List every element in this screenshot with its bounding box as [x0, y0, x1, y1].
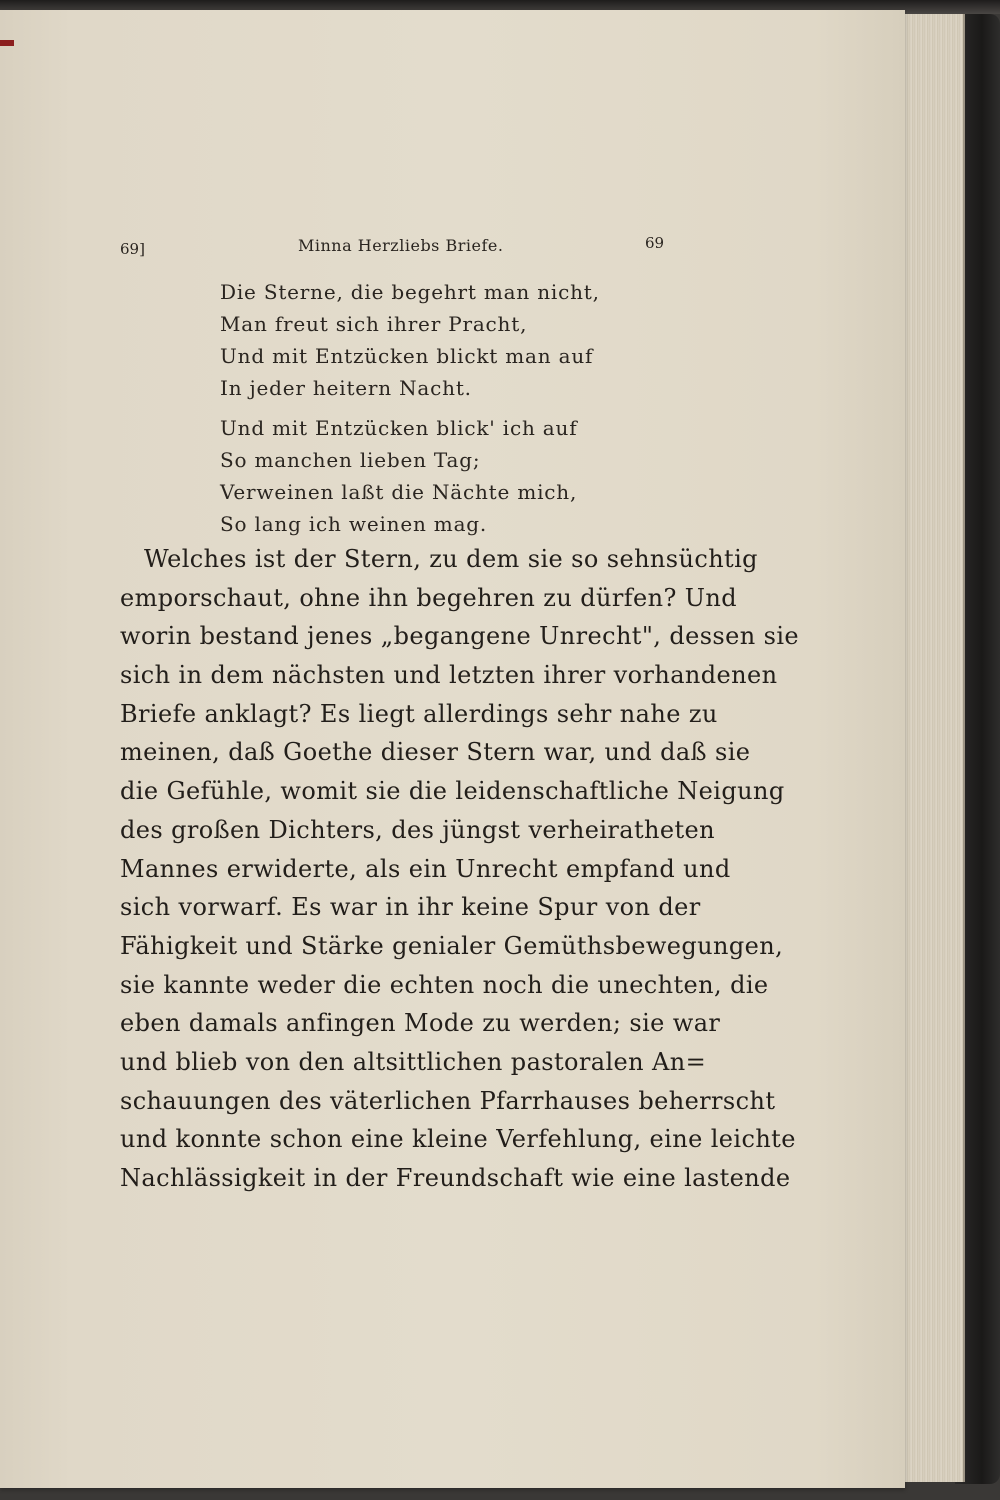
prose-line: emporschaut, ohne ihn begehren zu dürfen? Und	[120, 583, 738, 612]
prose-line: schauungen des väterlichen Pfarrhauses beherrscht	[120, 1086, 776, 1115]
poem-line: Und mit Entzücken blickt man auf	[220, 344, 594, 368]
poem-line: Und mit Entzücken blick' ich auf	[220, 416, 578, 440]
poem-stanza-1	[220, 276, 620, 404]
poem-line: So lang ich weinen mag.	[220, 512, 488, 536]
bookmark-ribbon	[0, 40, 14, 46]
page-stack-edge	[903, 14, 965, 1482]
left-page-reference: 69]	[120, 240, 145, 258]
poem-line: In jeder heitern Nacht.	[220, 376, 472, 400]
prose-line: Fähigkeit und Stärke genialer Gemüthsbewegungen,	[120, 931, 784, 960]
prose-line: und konnte schon eine kleine Verfehlung, eine leichte	[120, 1125, 796, 1154]
prose-line: eben damals anfingen Mode zu werden; sie war	[120, 1009, 721, 1038]
poem-line: Man freut sich ihrer Pracht,	[220, 312, 528, 336]
page-number: 69	[645, 234, 665, 252]
poem-line: So manchen lieben Tag;	[220, 448, 481, 472]
prose-line: meinen, daß Goethe dieser Stern war, und daß sie	[120, 738, 751, 767]
book-page	[0, 10, 905, 1488]
prose-line: die Gefühle, womit sie die leidenschaftliche Neigung	[120, 777, 785, 806]
prose-line: sich in dem nächsten und letzten ihrer vorhandenen	[120, 661, 778, 690]
poem-line: Verweinen laßt die Nächte mich,	[220, 480, 578, 504]
poem-line: Die Sterne, die begehrt man nicht,	[220, 280, 600, 304]
prose-line: Nachlässigkeit in der Freundschaft wie eine lastende	[120, 1164, 791, 1192]
poem-stanza-2	[220, 412, 620, 540]
prose-line: Welches ist der Stern, zu dem sie so sehnsüchtig	[144, 545, 758, 573]
prose-line: sich vorwarf. Es war in ihr keine Spur von der	[120, 893, 701, 922]
running-header	[0, 236, 905, 266]
prose-line: des großen Dichters, des jüngst verheiratheten	[120, 815, 716, 844]
prose-line: worin bestand jenes „begangene Unrecht", dessen sie	[120, 622, 800, 651]
running-title: Minna Herzliebs Briefe.	[298, 236, 504, 255]
prose-line: sie kannte weder die echten noch die unechten, die	[120, 970, 769, 999]
prose-line: und blieb von den altsittlichen pastoralen An=	[120, 1047, 707, 1076]
prose-line: Briefe anklagt? Es liegt allerdings sehr nahe zu	[120, 699, 718, 728]
prose-line: Mannes erwiderte, als ein Unrecht empfand und	[120, 854, 731, 883]
prose-paragraph	[120, 540, 800, 1198]
